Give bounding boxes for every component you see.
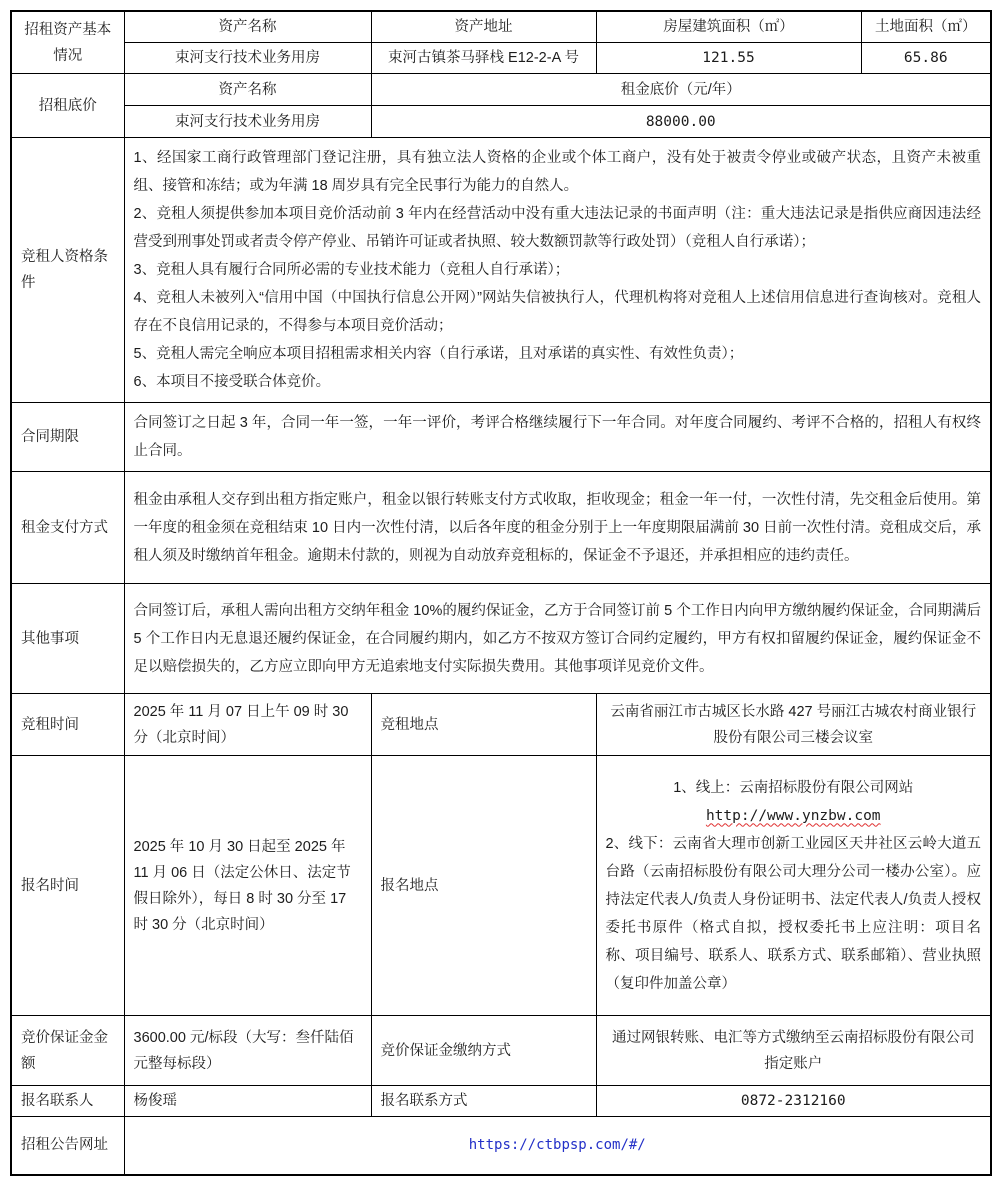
payment-text: 租金由承租人交存到出租方指定账户，租金以银行转账支付方式收取，拒收现金；租金一年一付，一次性付清，先交租金后使用。第一年度的租金须在竞租结束 10 日内一次性付清，以后各年度的租金分别于上一年度期限届满前 30 日前一次性付清。竞租成交后，承租人须及时缴纳首年租金。逾期未付款的，则视为自动放弃竞租标的，保证金不予退还，并承担相应的违约责任。 (133, 491, 981, 564)
deposit-label: 竞价保证金金额 (11, 1016, 124, 1086)
qualification-content (124, 138, 991, 403)
contract-term-text: 合同签订之日起 3 年，合同一年一签，一年一评价，考评合格继续履行下一年合同。对年度合同履约、考评不合格的，招租人有权终止合同。 (133, 415, 981, 459)
qualification-item: 2、竞租人须提供参加本项目竞价活动前 3 年内在经营活动中没有重大违法记录的书面声明（注：重大违法记录是指供应商因违法经营受到刑事处罚或者责令停产停业、吊销许可证或者执照、较大数额罚款等行政处罚）（竞租人自行承诺）； (133, 206, 981, 250)
asset-section-label: 招租资产基本情况 (11, 11, 124, 74)
other-label: 其他事项 (11, 584, 124, 694)
base-price-value: 88000.00 (371, 106, 991, 138)
contact-name: 杨俊瑶 (124, 1086, 371, 1117)
registration-place-line2: 2、线下：云南省大理市创新工业园区天井社区云岭大道五台路（云南招标股份有限公司大理分公司一楼办公室）。应持法定代表人/负责人身份证明书、法定代表人/负责人授权委托书原件（格式自拟，授权委托书上应注明：项目名称、项目编号、联系人、联系方式、联系邮箱）、营业执照（复印件加盖公章） (605, 835, 981, 992)
qualification-item: 4、竞租人未被列入“信用中国（中国执行信息公开网）”网站失信被执行人，代理机构将对竞租人上述信用信息进行查询核对。竞租人存在不良信用记录的，不得参与本项目竞价活动； (133, 290, 981, 334)
base-price-section-label: 招租底价 (11, 74, 124, 138)
header-building-area: 房屋建筑面积（㎡） (596, 11, 861, 43)
registration-place-label: 报名地点 (371, 756, 596, 1016)
base-price-asset-name-value: 束河支行技术业务用房 (124, 106, 371, 138)
bid-place-value: 云南省丽江市古城区长水路 427 号丽江古城农村商业银行股份有限公司三楼会议室 (596, 694, 991, 756)
other-text: 合同签订后，承租人需向出租方交纳年租金 10%的履约保证金，乙方于合同签订前 5 个工作日内向甲方缴纳履约保证金，合同期满后 5 个工作日内无息退还履约保证金，在合同履约期内，如乙方不按双方签订合同约定履约，甲方有权扣留履约保证金，履约保证金不足以赔偿损失的，乙方应立即向甲方无追索地支付实际损失费用。其他事项详见竞价文件。 (133, 602, 981, 675)
deposit-method-label: 竞价保证金缴纳方式 (371, 1016, 596, 1086)
announcement-url-label: 招租公告网址 (11, 1117, 124, 1175)
asset-name-value: 束河支行技术业务用房 (124, 43, 371, 74)
qualification-label: 竞租人资格条件 (11, 138, 124, 403)
qualification-item: 6、本项目不接受联合体竞价。 (133, 374, 331, 390)
ynzbw-url: http://www.ynzbw.com (705, 807, 881, 824)
announcement-url-link[interactable]: https://ctbpsp.com/#/ (468, 1137, 646, 1154)
base-price-header-title: 租金底价（元/年） (371, 74, 991, 106)
qualification-item: 3、竞租人具有履行合同所必需的专业技术能力（竞租人自行承诺）； (133, 262, 570, 278)
header-asset-name: 资产名称 (124, 11, 371, 43)
bid-time-label: 竞租时间 (11, 694, 124, 756)
registration-place-value (596, 756, 991, 1016)
registration-place-line1: 1、线上：云南招标股份有限公司网站 (673, 779, 914, 796)
header-asset-address: 资产地址 (371, 11, 596, 43)
deposit-method-value: 通过网银转账、电汇等方式缴纳至云南招标股份有限公司指定账户 (596, 1016, 991, 1086)
contact-phone: 0872-2312160 (596, 1086, 991, 1117)
contract-term-label: 合同期限 (11, 403, 124, 472)
payment-content (124, 472, 991, 584)
contract-term-content (124, 403, 991, 472)
deposit-value: 3600.00 元/标段（大写：叁仟陆佰元整每标段） (124, 1016, 371, 1086)
qualification-item: 5、竞租人需完全响应本项目招租需求相关内容（自行承诺，且对承诺的真实性、有效性负责）； (133, 346, 744, 362)
header-land-area: 土地面积（㎡） (861, 11, 991, 43)
lease-announcement-table (10, 10, 992, 1176)
payment-label: 租金支付方式 (11, 472, 124, 584)
building-area-value: 121.55 (596, 43, 861, 74)
bid-place-label: 竞租地点 (371, 694, 596, 756)
asset-address-value: 束河古镇茶马驿栈 E12-2-A 号 (371, 43, 596, 74)
land-area-value: 65.86 (861, 43, 991, 74)
registration-time-value: 2025 年 10 月 30 日起至 2025 年 11 月 06 日（法定公休日、法定节假日除外），每日 8 时 30 分至 17 时 30 分（北京时间） (124, 756, 371, 1016)
bid-time-value: 2025 年 11 月 07 日上午 09 时 30 分（北京时间） (124, 694, 371, 756)
qualification-item: 1、经国家工商行政管理部门登记注册，具有独立法人资格的企业或个体工商户，没有处于被责令停业或破产状态，且资产未被重组、接管和冻结；或为年满 18 周岁具有完全民事行为能力的自然人。 (133, 150, 981, 194)
announcement-url-cell (124, 1117, 991, 1175)
contact-label: 报名联系人 (11, 1086, 124, 1117)
other-content (124, 584, 991, 694)
base-price-header-asset-name: 资产名称 (124, 74, 371, 106)
contact-method-label: 报名联系方式 (371, 1086, 596, 1117)
registration-time-label: 报名时间 (11, 756, 124, 1016)
